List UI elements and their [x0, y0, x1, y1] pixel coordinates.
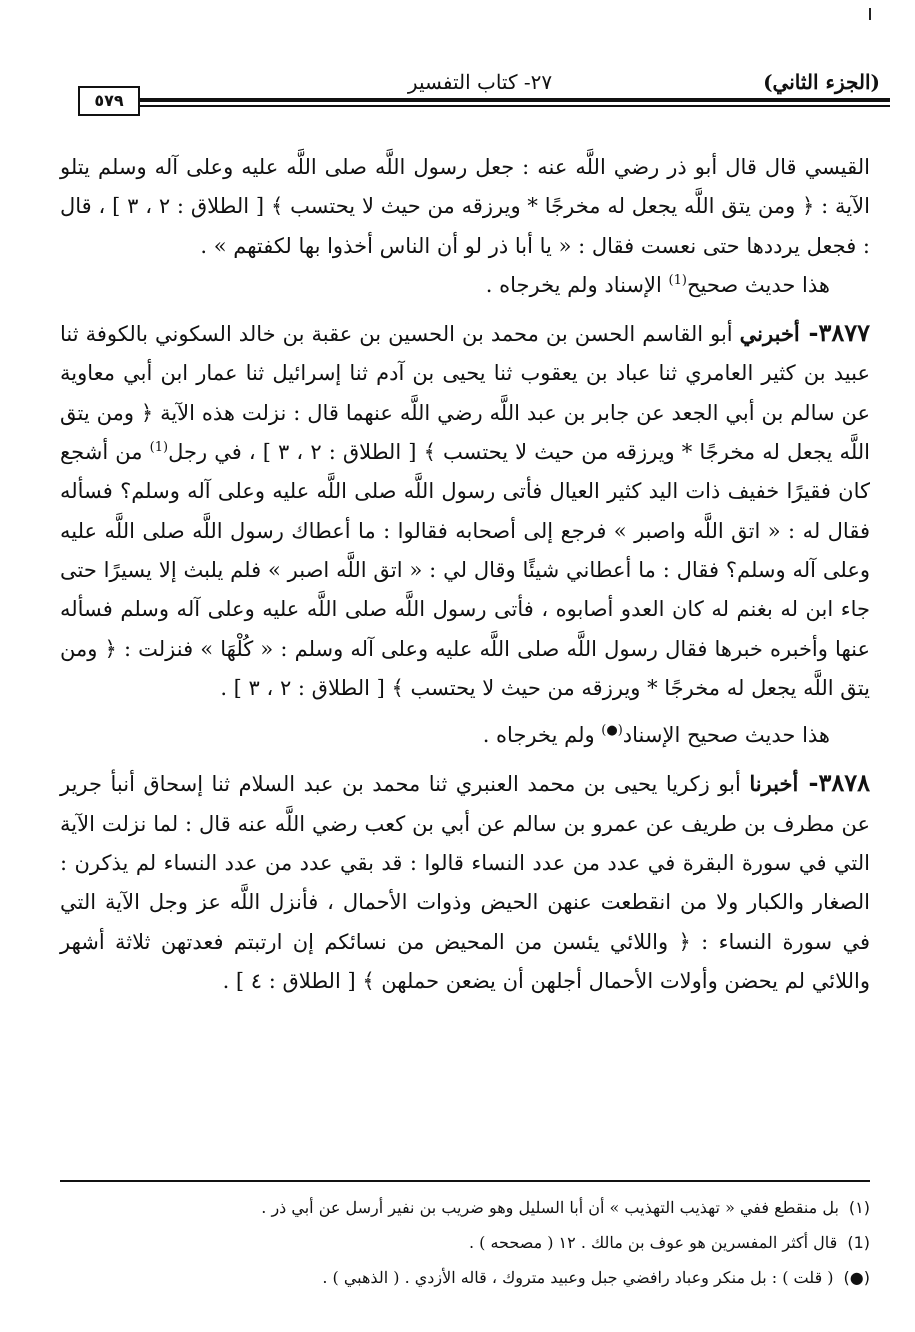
header-rule-thick [140, 98, 890, 102]
footnote-ref: (1) [149, 440, 169, 456]
main-text [60, 148, 870, 1001]
verdict-line-2 [60, 716, 870, 755]
footnote-text: ( قلت ) : بل منكر وعباد رافضي جبل وعبيد متروك ، قاله الأزدي . ( الذهبي ) . [322, 1268, 834, 1287]
paragraph-continuation: القيسي قال قال أبو ذر رضي اللَّه عنه : جعل رسول اللَّه صلى اللَّه عليه وعلى آله وسلم يتلو الآية : ﴿ ومن يتق اللَّه يجعل له مخرجًا * ويرزقه من حيث لا يحتسب ﴾ [ الطلاق : ٢ ، ٣ ] ، قال : فجعل يرددها حتى نعست فقال : « يا أبا ذر لو أن الناس أخذوا بها لكفتهم » . [60, 155, 870, 258]
footnote [60, 1225, 870, 1260]
page-header [70, 70, 890, 124]
verdict-text: هذا حديث صحيح الإسناد [622, 723, 830, 748]
footnote-separator [60, 1180, 870, 1182]
footnote-mark: (1) [847, 1233, 870, 1252]
header-rule-thin [140, 105, 890, 107]
footnote-text: قال أكثر المفسرين هو عوف بن مالك . ١٢ ( مصححه ) . [468, 1233, 838, 1252]
hadith-text: أبو القاسم الحسن بن محمد بن الحسين بن عقبة بن خالد السكوني بالكوفة ثنا عبيد بن كثير العامري ثنا عباد بن يعقوب ثنا يحيى بن آدم ثنا إسرائيل ثنا عمار ابن أبي معاوية عن سالم بن أبي الجعد عن جابر بن عبد اللَّه رضي اللَّه عنهما قال : نزلت هذه الآية ﴿ ومن يتق اللَّه يجعل له مخرجًا * ويرزقه من حيث لا يحتسب ﴾ [ الطلاق : ٢ ، ٣ ] ، في رجل [60, 322, 870, 465]
footnote [60, 1260, 870, 1295]
footnote-ref: (1) [668, 272, 687, 288]
hadith-3878 [60, 763, 870, 1001]
hadith-number: ٣٨٧٨- [798, 768, 870, 798]
hadith-number: ٣٨٧٧- [799, 318, 870, 348]
hadith-keyword: أخبرنا [749, 771, 799, 797]
footnote-ref: (●) [601, 723, 623, 739]
footnote-mark: (●) [843, 1268, 870, 1287]
verdict-line-1 [60, 266, 870, 305]
page-number: ٥٧٩ [78, 86, 140, 116]
footnote-text: بل منقطع ففي « تهذيب التهذيب » أن أبا السليل وهو ضريب بن نفير أرسل عن أبي ذر . [261, 1198, 839, 1217]
verdict-text: الإسناد ولم يخرجاه . [485, 272, 669, 297]
verdict-text: ولم يخرجاه . [482, 723, 602, 748]
footnotes [60, 1190, 870, 1295]
verdict-text: هذا حديث صحيح [686, 272, 830, 297]
part-title: (الجزء الثاني) [763, 70, 880, 94]
footnote-mark: (١) [848, 1198, 870, 1217]
footnote [60, 1190, 870, 1225]
hadith-keyword: أخبرني [739, 321, 800, 347]
hadith-3877 [60, 313, 870, 708]
book-title: ٢٧- كتاب التفسير [407, 70, 553, 94]
hadith-text: من أشجع كان فقيرًا خفيف ذات اليد كثير العيال فأتى رسول اللَّه صلى اللَّه عليه وعلى آله وسلم؟ فسأله فقال له : « اتق اللَّه واصبر » فرجع إلى أصحابه فقالوا : ما أعطاك رسول اللَّه صلى اللَّه عليه وعلى آله وسلم؟ فقال : ما أعطاني شيئًا وقال لي : « اتق اللَّه اصبر » فلم يلبث إلا يسيرًا حتى جاء ابن له بغنم له كان العدو أصابوه ، فأتى رسول اللَّه صلى اللَّه عليه وعلى آله وسلم فسأله عنها وأخبره خبرها فقال رسول اللَّه صلى اللَّه عليه وعلى آله وسلم : « كُلْهَا » فنزلت : ﴿ ومن يتق اللَّه يجعل له مخرجًا * ويرزقه من حيث لا يحتسب ﴾ [ الطلاق : ٢ ، ٣ ] . [60, 440, 870, 700]
hadith-text: أبو زكريا يحيى بن محمد العنبري ثنا محمد بن عبد السلام ثنا إسحاق أنبأ جرير عن مطرف بن طريف عن عمرو بن سالم عن أبي بن كعب رضي اللَّه عنه قال : لما نزلت الآية التي في سورة البقرة في عدد من عدد النساء قالوا : قد بقي عدد من عدد النساء لم يذكرن : الصغار والكبار ولا من انقطعت عنهن الحيض وذوات الأحمال ، فأنزل اللَّه عز وجل الآية التي في سورة النساء : ﴿ واللائي يئسن من المحيض من نسائكم إن ارتبتم فعدتهن ثلاثة أشهر واللائي لم يحضن وأولات الأحمال أجلهن أن يضعن حملهن ﴾ [ الطلاق : ٤ ] . [60, 772, 870, 993]
corner-tick-mark [869, 8, 871, 20]
